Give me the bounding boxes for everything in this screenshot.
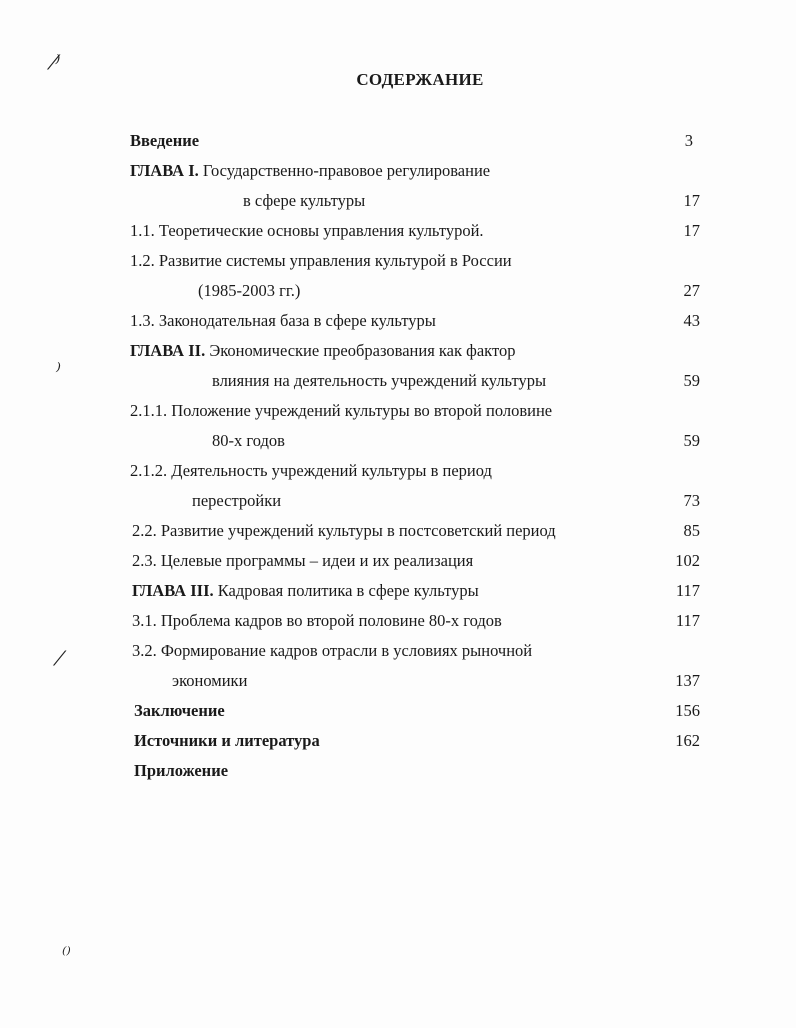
margin-mark-1: ⁄⁾	[52, 50, 61, 74]
margin-mark-2: ⁾	[56, 358, 61, 382]
toc-page-number: 85	[683, 521, 700, 540]
page-title: СОДЕРЖАНИЕ	[356, 70, 484, 89]
toc-entry-text: перестройки	[192, 491, 282, 510]
toc-entry-3-2	[0, 636, 796, 666]
toc-entry-chapter-2	[0, 336, 796, 366]
toc-entry-introduction	[0, 126, 796, 156]
toc-entry-3-2-cont	[0, 666, 796, 696]
margin-mark-3: ⁄	[58, 646, 62, 670]
toc-entry-text: Кадровая политика в сфере культуры	[213, 581, 479, 600]
toc-page-number: 117	[675, 611, 700, 630]
toc-entry-1-1	[0, 216, 796, 246]
toc-entry-chapter-1	[0, 156, 796, 186]
toc-entry-title: ГЛАВА III.	[132, 581, 214, 600]
toc-entry-text: экономики	[172, 671, 248, 690]
toc-entry-title: Заключение	[134, 701, 225, 720]
toc-entry-conclusion	[0, 696, 796, 726]
toc-entry-title: Приложение	[134, 761, 229, 780]
toc-entry-title: Источники и литература	[134, 731, 320, 750]
toc-entry-2-1-1-cont	[0, 426, 796, 456]
toc-page-number: 117	[675, 581, 700, 600]
toc-entry-text: 1.3. Законодательная база в сфере культуры	[130, 311, 436, 330]
toc-page-number: 73	[683, 491, 700, 510]
toc-entry-text: в сфере культуры	[243, 191, 366, 210]
toc-page-number: 156	[675, 701, 700, 720]
toc-page-number: 3	[684, 131, 693, 150]
toc-entry-2-1-1	[0, 396, 796, 426]
toc-entry-chapter-1-cont	[0, 186, 796, 216]
toc-entry-2-1-2	[0, 456, 796, 486]
toc-entry-text: 80-х годов	[212, 431, 285, 450]
toc-entry-text: 2.1.2. Деятельность учреждений культуры в период	[130, 461, 492, 480]
toc-entry-title: ГЛАВА I.	[130, 161, 199, 180]
toc-page-number: 17	[683, 221, 700, 240]
toc-page-number: 43	[683, 311, 700, 330]
toc-page-number: 27	[683, 281, 700, 300]
toc-entry-chapter-3	[0, 576, 796, 606]
toc-entry-title: Введение	[130, 131, 200, 150]
toc-entry-text: Государственно-правовое регулирование	[198, 161, 491, 180]
toc-entry-3-1	[0, 606, 796, 636]
toc-entry-2-2	[0, 516, 796, 546]
toc-page-number: 17	[683, 191, 700, 210]
toc-entry-2-1-2-cont	[0, 486, 796, 516]
toc-page-number: 162	[675, 731, 700, 750]
toc-page-number: 59	[683, 371, 700, 390]
toc-entry-1-3	[0, 306, 796, 336]
toc-entry-chapter-2-cont	[0, 366, 796, 396]
toc-entry-text: 3.2. Формирование кадров отрасли в условиях рыночной	[132, 641, 533, 660]
toc-page-number: 137	[675, 671, 700, 690]
toc-page-number: 59	[683, 431, 700, 450]
toc-entry-2-3	[0, 546, 796, 576]
toc-entry-title: ГЛАВА II.	[130, 341, 206, 360]
toc-entry-text: 3.1. Проблема кадров во второй половине 80-х годов	[132, 611, 502, 630]
toc-entry-appendix	[0, 756, 796, 786]
toc-entry-text: 1.2. Развитие системы управления культурой в России	[130, 251, 512, 270]
toc-entry-text: 2.1.1. Положение учреждений культуры во второй половине	[130, 401, 553, 420]
margin-mark-4: ⁽⁾	[62, 944, 71, 965]
toc-entry-text: (1985-2003 гг.)	[198, 281, 301, 300]
toc-entry-text: Экономические преобразования как фактор	[205, 341, 516, 360]
toc-page-number: 102	[675, 551, 700, 570]
toc-entry-text: 2.3. Целевые программы – идеи и их реализация	[132, 551, 474, 570]
toc-entry-1-2-cont	[0, 276, 796, 306]
toc-entry-text: влияния на деятельность учреждений культуры	[212, 371, 547, 390]
toc-entry-text: 2.2. Развитие учреждений культуры в постсоветский период	[132, 521, 556, 540]
toc-entry-text: 1.1. Теоретические основы управления культурой.	[130, 221, 484, 240]
toc-entry-1-2	[0, 246, 796, 276]
toc-entry-sources	[0, 726, 796, 756]
